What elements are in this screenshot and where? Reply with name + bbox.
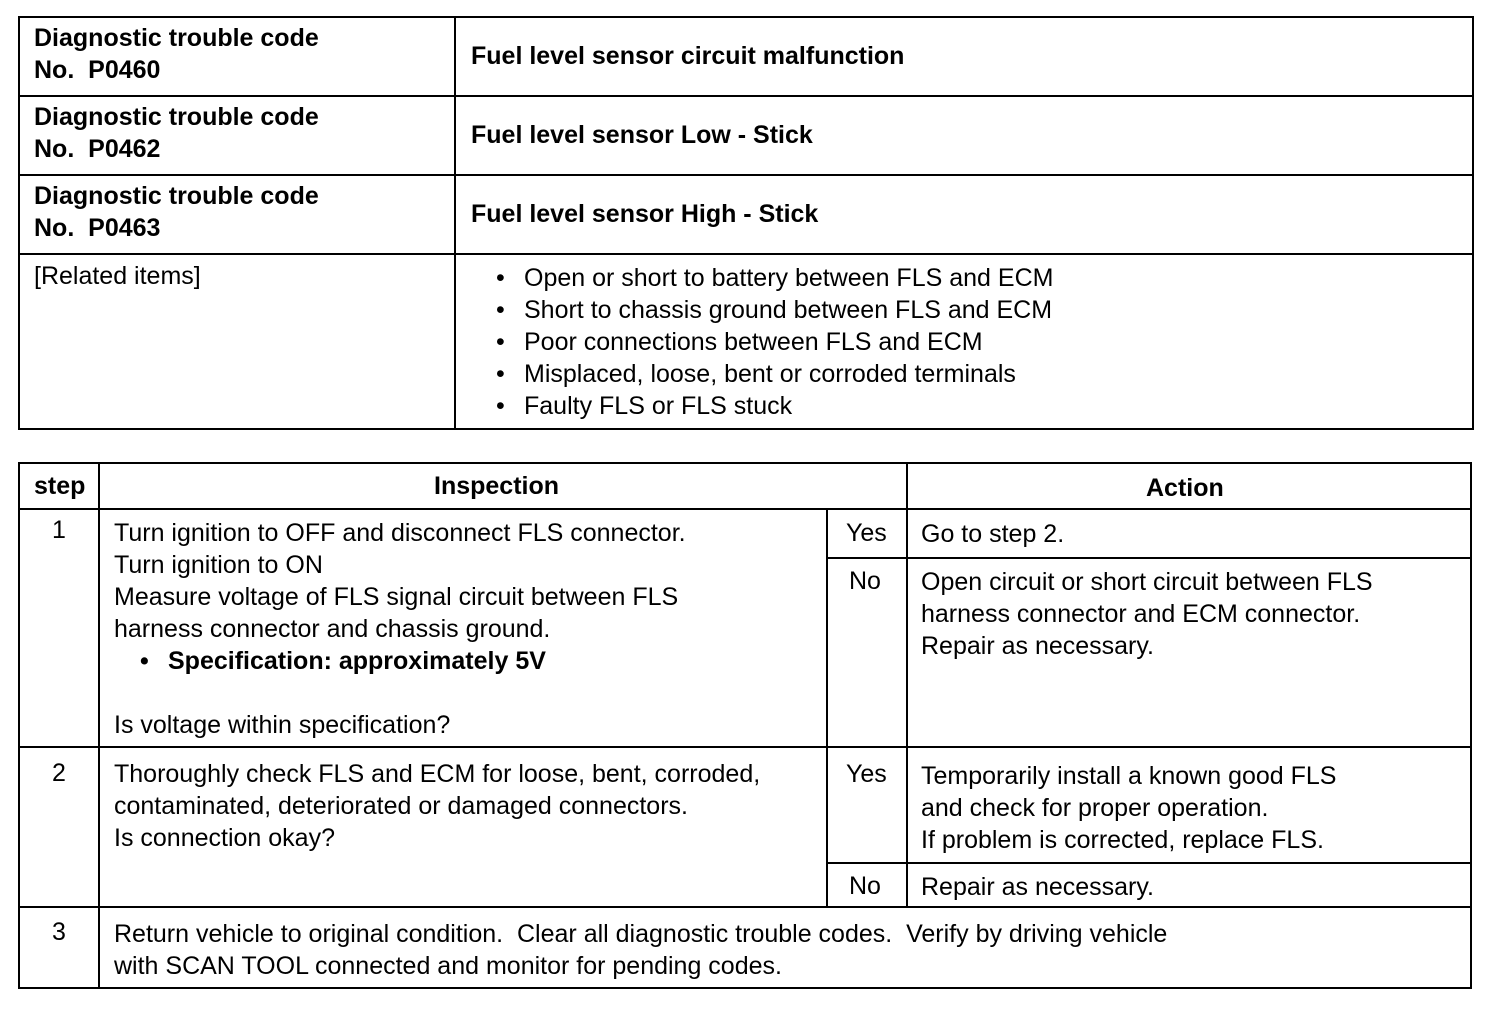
related-items-label: [Related items] <box>34 262 201 290</box>
step-1-yes-action: Go to step 2. <box>921 520 1065 548</box>
related-item: • Misplaced, loose, bent or corroded terminals <box>494 358 1053 390</box>
related-items-list <box>494 262 1053 422</box>
step-number-1: 1 <box>52 516 66 544</box>
dtc-description-p0460: Fuel level sensor circuit malfunction <box>471 42 905 70</box>
action-line: harness connector and ECM connector. <box>921 600 1361 628</box>
header-action: Action <box>1146 474 1224 502</box>
step-1-inspection <box>114 517 686 741</box>
inspection-line: Turn ignition to ON <box>114 551 323 579</box>
related-item: • Poor connections between FLS and ECM <box>494 326 1053 358</box>
step-1-no-action <box>921 566 1373 662</box>
step-2-yes-action <box>921 760 1336 856</box>
dtc-label-p0462-line2: No. P0462 <box>34 135 161 163</box>
dtc-label-p0460-line1: Diagnostic trouble code <box>34 24 319 52</box>
dtc-description-p0462: Fuel level sensor Low - Stick <box>471 121 813 149</box>
dtc-label-p0462-line1: Diagnostic trouble code <box>34 103 319 131</box>
related-item: • Short to chassis ground between FLS and ECM <box>494 294 1053 326</box>
dtc-description-p0463: Fuel level sensor High - Stick <box>471 200 819 228</box>
step-number-2: 2 <box>52 759 66 787</box>
step-1-no-label: No <box>849 567 881 595</box>
dtc-label-p0460-line2: No. P0460 <box>34 56 161 84</box>
inspection-line: Measure voltage of FLS signal circuit between FLS <box>114 583 679 611</box>
action-line: and check for proper operation. <box>921 794 1269 822</box>
step-1-yes-label: Yes <box>846 519 887 547</box>
inspection-line: Is connection okay? <box>114 824 335 852</box>
step-2-no-label: No <box>849 872 881 900</box>
step-number-3: 3 <box>52 918 66 946</box>
inspection-line: contaminated, deteriorated or damaged connectors. <box>114 792 688 820</box>
inspection-line: harness connector and chassis ground. <box>114 615 551 643</box>
inspection-question: Is voltage within specification? <box>114 711 451 739</box>
step-2-yes-label: Yes <box>846 760 887 788</box>
dtc-label-p0463-line2: No. P0463 <box>34 214 161 242</box>
step-3-line: Return vehicle to original condition. Clear all diagnostic trouble codes. Verify by driving vehicle <box>114 920 1168 948</box>
action-line: Repair as necessary. <box>921 632 1154 660</box>
dtc-label-p0463-line1: Diagnostic trouble code <box>34 182 319 210</box>
related-item: • Open or short to battery between FLS and ECM <box>494 262 1053 294</box>
inspection-line: Thoroughly check FLS and ECM for loose, bent, corroded, <box>114 760 761 788</box>
header-inspection: Inspection <box>434 472 560 500</box>
action-line: Temporarily install a known good FLS <box>921 762 1337 790</box>
step-2-inspection <box>114 758 760 854</box>
step-3-line: with SCAN TOOL connected and monitor for pending codes. <box>114 952 782 980</box>
header-step: step <box>34 472 86 500</box>
related-item: • Faulty FLS or FLS stuck <box>494 390 1053 422</box>
specification-text: • Specification: approximately 5V <box>138 645 686 677</box>
step-2-no-action: Repair as necessary. <box>921 873 1154 901</box>
step-3-text <box>114 918 1167 982</box>
action-line: If problem is corrected, replace FLS. <box>921 826 1324 854</box>
action-line: Open circuit or short circuit between FLS <box>921 568 1373 596</box>
inspection-line: Turn ignition to OFF and disconnect FLS connector. <box>114 519 686 547</box>
